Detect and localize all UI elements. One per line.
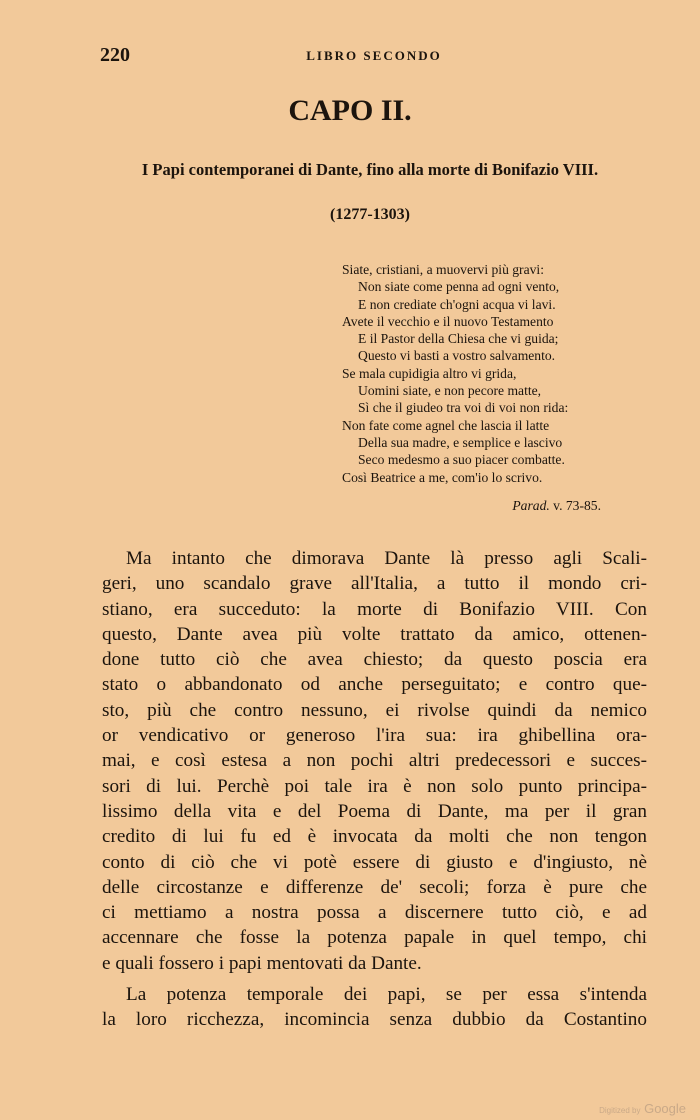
verse-line: Seco medesmo a suo piacer combatte.: [358, 452, 565, 468]
citation-work: Parad.: [512, 498, 550, 513]
verse-line: Della sua madre, e semplice e lascivo: [358, 434, 563, 450]
prose-line: La potenza temporale dei papi, se per essa s'intenda: [126, 984, 647, 1005]
prose-line: ci mettiamo a nostra possa a discernere tutto ciò, e ad: [102, 902, 647, 924]
verse-line: Non siate come penna ad ogni vento,: [358, 279, 560, 295]
prose-line: lissimo della vita e del Poema di Dante, ma per il gran: [102, 800, 647, 822]
digitization-watermark: [599, 1101, 686, 1116]
chapter-title: CAPO II.: [288, 94, 412, 127]
verse-line: Avete il vecchio e il nuovo Testamento: [342, 313, 554, 329]
epigraph: [342, 261, 672, 486]
page-number: 220: [100, 44, 130, 66]
epigraph-citation: [512, 498, 601, 514]
chapter-dates: (1277-1303): [330, 206, 410, 223]
verse-line: E il Pastor della Chiesa che vi guida;: [358, 331, 559, 347]
prose-line: geri, uno scandalo grave all'Italia, a tutto il mondo cri-: [102, 573, 647, 595]
watermark-brand: Google: [644, 1101, 686, 1116]
prose-line: e quali fossero i papi mentovati da Dante.: [102, 952, 422, 974]
prose-line: done tutto ciò che avea chiesto; da questo poscia era: [102, 649, 647, 671]
paragraph-2: [102, 982, 647, 1033]
prose-line: la loro ricchezza, incomincia senza dubbio da Costantino: [102, 1009, 647, 1031]
prose-line: questo, Dante avea più volte trattato da amico, ottenen-: [102, 623, 647, 645]
prose-line: or vendicativo or generoso l'ira sua: ira ghibellina ora-: [102, 725, 647, 747]
verse-line: Siate, cristiani, a muovervi più gravi:: [342, 262, 544, 277]
prose-line: accennare che fosse la potenza papale in quel tempo, chi: [102, 927, 647, 949]
prose-line: conto di ciò che vi potè essere di giusto e d'ingiusto, nè: [102, 851, 647, 873]
verse-line: Se mala cupidigia altro vi grida,: [342, 365, 517, 381]
prose-line: Ma intanto che dimorava Dante là presso agli Scali-: [126, 548, 647, 569]
prose-line: mai, e così estesa a non pochi altri predecessori e succes-: [102, 750, 647, 772]
verse-line: E non crediate ch'ogni acqua vi lavi.: [358, 296, 556, 312]
running-head: [100, 44, 648, 68]
watermark-prefix: Digitized by: [599, 1106, 641, 1115]
paragraph-1: [102, 546, 647, 976]
verse-line: Questo vi basti a vostro salvamento.: [358, 348, 556, 364]
verse-line: Così Beatrice a me, com'io lo scrivo.: [342, 469, 543, 485]
citation-ref: v. 73-85.: [553, 498, 601, 513]
prose-line: stato o abbandonato od anche perseguitato; e contro que-: [102, 674, 647, 696]
verse-line: Uomini siate, e non pecore matte,: [358, 383, 542, 399]
verse-line: Non fate come agnel che lascia il latte: [342, 417, 550, 433]
prose-line: sto, più che contro nessuno, ei rivolse quindi da nemico: [102, 699, 647, 721]
chapter-subtitle: I Papi contemporanei di Dante, fino alla morte di Bonifazio VIII.: [141, 160, 599, 179]
prose-line: sori di lui. Perchè poi tale ira è non solo punto principa-: [102, 775, 647, 797]
prose-line: stiano, era succeduto: la morte di Bonifazio VIII. Con: [102, 598, 647, 620]
prose-line: delle circostanze e differenze de' secoli; forza è pure che: [102, 876, 647, 898]
verse-line: Sì che il giudeo tra voi di voi non rida:: [358, 400, 569, 416]
book-title: LIBRO SECONDO: [306, 48, 442, 63]
prose-line: credito di lui fu ed è invocata da molti che non tengon: [102, 826, 647, 848]
